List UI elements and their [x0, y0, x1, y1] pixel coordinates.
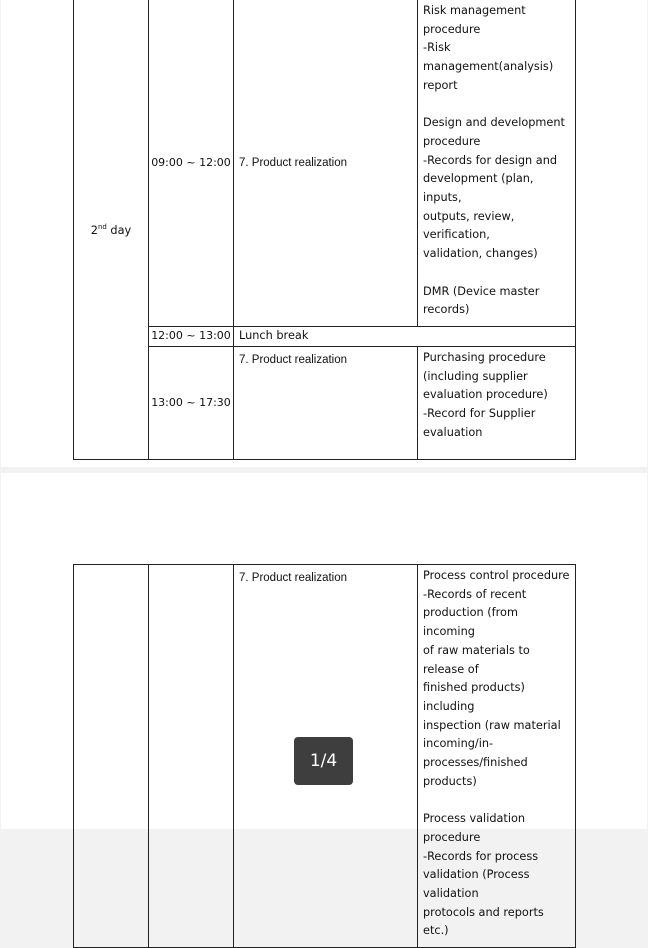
doc-line: validation (Process validation	[423, 868, 530, 900]
clause-cell: 7. Product realization	[234, 0, 418, 326]
doc-line: Purchasing procedure	[423, 350, 546, 364]
doc-line: Process control procedure	[423, 569, 570, 582]
doc-line: evaluation	[423, 425, 483, 439]
documents-cell	[418, 0, 576, 326]
clause-cell: 7. Product realization	[234, 565, 418, 948]
doc-line: report	[423, 78, 458, 92]
doc-line: Risk management procedure	[423, 4, 526, 36]
schedule-table-1	[73, 0, 576, 460]
doc-line: evaluation procedure)	[423, 388, 548, 402]
doc-line: -Record for Supplier	[423, 407, 536, 421]
lunch-cell: Lunch break	[234, 326, 576, 346]
table-row	[74, 0, 576, 326]
doc-line: -Records of recent	[423, 587, 527, 601]
doc-line: procedure	[423, 134, 481, 148]
doc-line: development (plan, inputs,	[423, 172, 534, 205]
time-cell: 12:00 ~ 13:00	[149, 326, 234, 346]
doc-line: of raw materials to release of	[423, 643, 530, 676]
doc-line: Process validation procedure	[423, 812, 526, 844]
documents-cell	[418, 565, 576, 948]
time-cell: 13:00 ~ 17:30	[149, 346, 234, 459]
doc-line: processes/finished products)	[423, 756, 528, 788]
doc-line: DMR (Device master records)	[423, 284, 540, 317]
doc-line: finished products) including	[423, 681, 525, 713]
day-ordinal: nd	[97, 223, 107, 232]
table-row	[74, 326, 576, 346]
time-cell	[149, 565, 234, 948]
doc-line: production (from incoming	[423, 606, 518, 639]
doc-line: outputs, review, verification,	[423, 209, 515, 242]
spacer	[423, 791, 570, 810]
doc-line: (including supplier	[423, 369, 528, 383]
doc-line: validation, changes)	[423, 247, 538, 261]
doc-line: protocols and reports etc.)	[423, 905, 544, 938]
doc-line: -Records for design and	[423, 153, 558, 167]
day-cell	[74, 565, 149, 948]
time-cell: 09:00 ~ 12:00	[149, 0, 234, 326]
doc-line: incoming/in-	[423, 737, 494, 751]
page-indicator-label: 1/4	[309, 751, 338, 771]
page-indicator	[294, 737, 353, 785]
documents-cell	[418, 346, 576, 459]
table-row	[74, 346, 576, 459]
document-page-1	[1, 0, 647, 467]
day-number: 2	[90, 224, 98, 238]
clause-cell: 7. Product realization	[234, 346, 418, 459]
spacer	[423, 96, 570, 115]
spacer	[423, 264, 570, 283]
doc-line: inspection (raw material	[423, 718, 561, 732]
doc-line: -Records for process	[423, 849, 539, 863]
doc-line: -Risk management(analysis)	[423, 41, 554, 74]
doc-line: Design and development	[423, 116, 565, 130]
day-suffix: day	[106, 224, 132, 238]
day-cell	[74, 0, 149, 459]
